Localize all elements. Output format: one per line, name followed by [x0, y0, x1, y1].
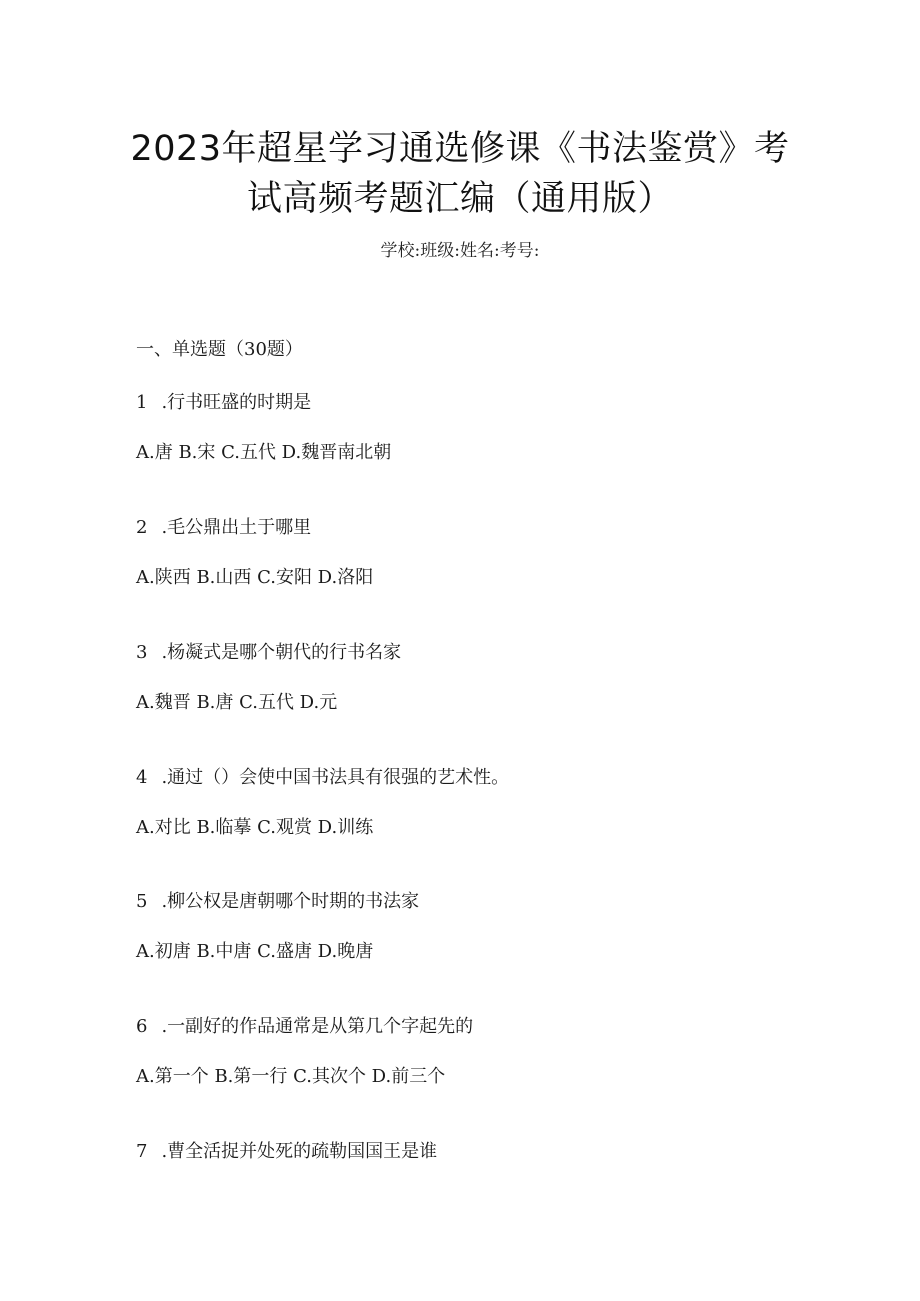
question-text: .毛公鼎出土于哪里 — [161, 517, 312, 538]
question-3-options: A.魏晋 B.唐 C.五代 D.元 — [136, 692, 338, 713]
title-line-1: 2023年超星学习通选修课《书法鉴赏》考 — [130, 129, 790, 169]
question-text: .通过（）会使中国书法具有很强的艺术性。 — [161, 767, 510, 788]
question-2-options: A.陕西 B.山西 C.安阳 D.洛阳 — [136, 567, 374, 588]
question-5 — [136, 888, 419, 916]
question-text: .柳公权是唐朝哪个时期的书法家 — [161, 891, 420, 912]
question-number: 1 — [136, 392, 148, 413]
question-2 — [136, 514, 311, 542]
question-number: 4 — [136, 767, 148, 788]
question-1-options: A.唐 B.宋 C.五代 D.魏晋南北朝 — [136, 442, 392, 463]
question-4-options: A.对比 B.临摹 C.观赏 D.训练 — [136, 817, 374, 838]
question-number: 3 — [136, 642, 148, 663]
question-number: 5 — [136, 891, 148, 912]
question-1 — [136, 389, 311, 417]
question-4 — [136, 764, 509, 792]
question-text: .杨凝式是哪个朝代的行书名家 — [161, 642, 402, 663]
title-line-2: 试高频考题汇编（通用版） — [246, 179, 673, 219]
question-7 — [136, 1138, 437, 1166]
question-text: .行书旺盛的时期是 — [161, 392, 312, 413]
question-number: 2 — [136, 517, 148, 538]
section-heading: 一、单选题（30题） — [136, 339, 303, 360]
student-info-line: 学校:班级:姓名:考号: — [380, 241, 540, 261]
question-number: 6 — [136, 1016, 148, 1037]
question-3 — [136, 639, 401, 667]
question-number: 7 — [136, 1141, 148, 1162]
question-text: .一副好的作品通常是从第几个字起先的 — [161, 1016, 474, 1037]
question-6-options: A.第一个 B.第一行 C.其次个 D.前三个 — [136, 1066, 446, 1087]
question-6 — [136, 1013, 473, 1041]
question-5-options: A.初唐 B.中唐 C.盛唐 D.晚唐 — [136, 941, 374, 962]
document-title — [0, 124, 920, 224]
question-text: .曹全活捉并处死的疏勒国国王是谁 — [161, 1141, 438, 1162]
